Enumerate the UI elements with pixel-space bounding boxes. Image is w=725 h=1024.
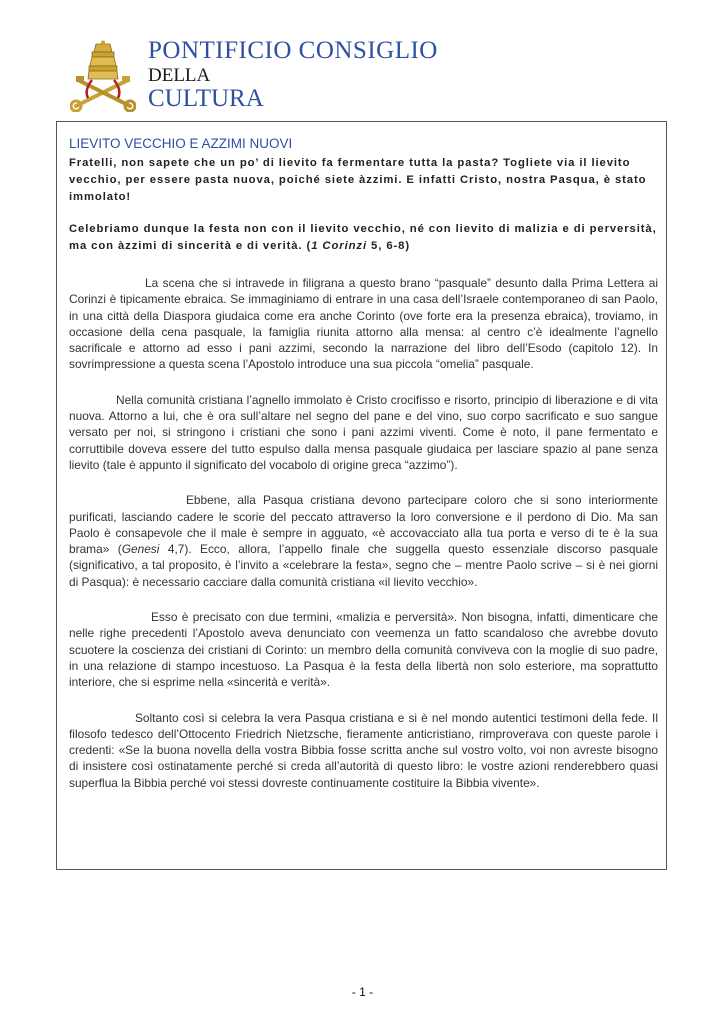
paragraph-3 — [69, 492, 658, 590]
paragraph-3-reference: Genesi — [121, 542, 160, 557]
papal-crest-icon — [70, 40, 136, 112]
paragraph-3-text-end: 4,7). Ecco, allora, l’appello finale che suggella questo essenziale discorso pasquale (significativo, a tal proposito, è l’invito a «celebrare la festa», segno che – mentre Paolo scrive – si è nei giorni di Pasqua): è necessario cacciare dalla comunità cristiana «il lievito vecchio». — [69, 542, 658, 589]
page-header — [70, 38, 490, 114]
page-number: - 1 - — [351, 985, 374, 999]
intro-quote-2-verse: 5, 6-8) — [367, 240, 411, 252]
article-title: LIEVITO VECCHIO E AZZIMI NUOVI — [69, 136, 293, 151]
intro-quote-1: Fratelli, non sapete che un po’ di lievito fa fermentare tutta la pasta? Togliete via il lievito vecchio, per essere pasta nuova, poiché siete àzzimi. E infatti Cristo, nostra Pasqua, è stato immolato! — [69, 157, 647, 203]
article-content — [69, 136, 658, 810]
org-name-line1: PONTIFICIO CONSIGLIO — [148, 37, 438, 64]
organization-name — [148, 38, 438, 111]
intro-quote-2 — [69, 221, 658, 255]
org-name-line2: DELLA — [148, 65, 211, 86]
paragraph-1-text: La scena che si intravede in filigrana a questo brano “pasquale” desunto dalla Prima Lettera ai Corinzi è tipicamente ebraica. Se immaginiamo di entrare in una casa dell’Israele contemporaneo di san Paolo, in una città della Diaspora giudaica come era anche Corinto (ove forte era la presenza ebraica), troviamo, in occasione della cena pasquale, la famiglia riunita attorno alla mensa: al centro c’è idealmente l’agnello sacrificale e attorno ad esso i pani azzimi, secondo la narrazione del libro dell’Esodo (capitolo 12). In sovrimpressione a questa scena l’Apostolo introduce una sua piccola “omelia” pasquale. — [69, 276, 658, 372]
paragraph-5-text: Soltanto così si celebra la vera Pasqua cristiana e si è nel mondo autentici testimoni della fede. Il filosofo tedesco dell’Ottocento Friedrich Nietzsche, fieramente anticristiano, rimproverava con queste parole i credenti: «Se la buona novella della vostra Bibbia fosse scritta anche sul vostro volto, voi non avreste bisogno di insistere così ostinatamente perché si creda all’autorità di questo libro: le vostre azioni renderebbero quasi superflua la Bibbia perché voi stessi dovreste continuamente costituire la Bibbia vivente». — [69, 710, 658, 790]
org-name-line3: CULTURA — [148, 85, 264, 112]
article-frame — [56, 121, 667, 870]
paragraph-1 — [69, 275, 658, 373]
paragraph-2-text: Nella comunità cristiana l’agnello immolato è Cristo crocifisso e risorto, principio di liberazione e di vita nuova. Attorno a lui, che è ora sull’altare nel segno del pane e del vino, suo corpo sacrificato e suo sangue versato per noi, si stringono i cristiani che sono i pani azzimi viventi. Come è noto, il pane fermentato e corruttibile doveva essere del tutto espulso dalla mensa pasquale giudaica per lasciare spazio al pane senza lievito (tale è appunto il significato del vocabolo di origine greca “azzimo”). — [69, 392, 658, 472]
paragraph-4-text: Esso è precisato con due termini, «malizia e perversità». Non bisogna, infatti, dimenticare che nelle righe precedenti l’Apostolo aveva denunciato con veemenza un fatto scandaloso che avrebbe dovuto scuotere la coscienza dei cristiani di Corinto: un membro della comunità conviveva con la moglie di suo padre, in una relazione di stampo incestuoso. La Pasqua è la festa della libertà non solo esteriore, ma soprattutto interiore, che si esprime nella «sincerità e verità». — [69, 610, 658, 690]
intro-quote-2-text: Celebriamo dunque la festa non con il lievito vecchio, né con lievito di malizia e di perversità, ma con àzzimi di sincerità e di verità. ( — [69, 223, 657, 252]
intro-quote-2-book: 1 Corinzi — [311, 240, 368, 252]
paragraph-4 — [69, 609, 658, 690]
paragraph-2 — [69, 392, 658, 473]
paragraph-3-text: Ebbene, alla Pasqua cristiana devono partecipare coloro che si sono interiormente purificati, lasciando cadere le scorie del peccato attraverso la loro conversione e il perdono di Dio. Ma san Paolo è consapevole che il male è sempre in agguato, «è accovacciato alla tua porta e verso di te è la sua brama» ( — [69, 493, 658, 557]
paragraph-5 — [69, 710, 658, 791]
